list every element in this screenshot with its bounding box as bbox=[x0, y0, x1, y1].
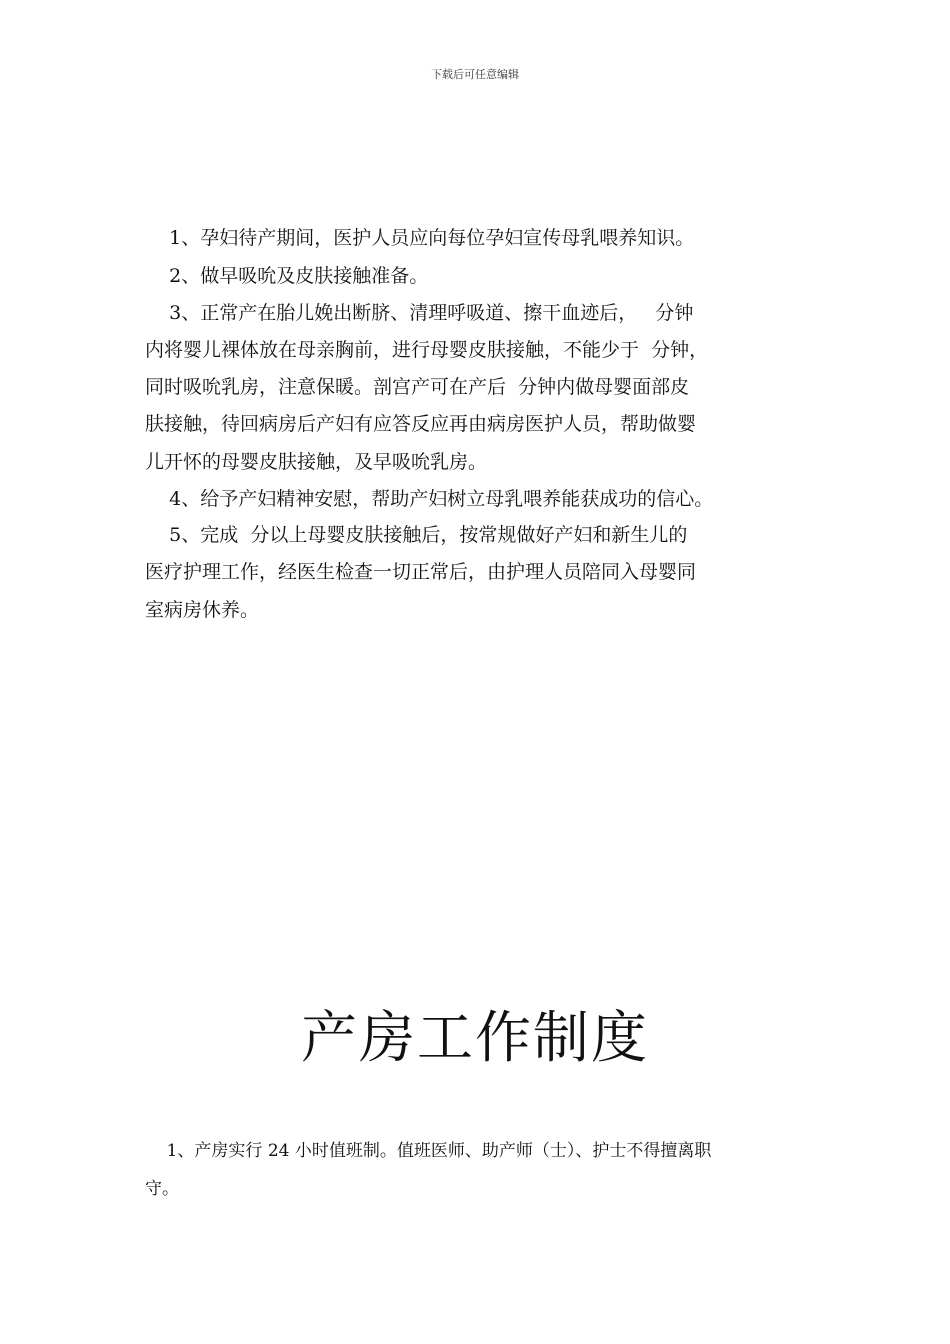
paragraph-line: 内将婴儿裸体放在母亲胸前，进行母婴皮肤接触，不能少于 分钟， bbox=[145, 339, 709, 361]
paragraph-line: 儿开怀的母婴皮肤接触，及早吸吮乳房。 bbox=[145, 451, 488, 473]
paragraph-line: 同时吸吮乳房，注意保暖。剖宫产可在产后 分钟内做母婴面部皮 bbox=[145, 376, 690, 398]
section-title: 产房工作制度 bbox=[301, 1006, 649, 1071]
paragraph-line: 肤接触，待回病房后产妇有应答反应再由病房医护人员，帮助做婴 bbox=[145, 413, 697, 435]
paragraph-line: 室病房休养。 bbox=[145, 599, 260, 621]
paragraph-line: 1、孕妇待产期间，医护人员应向每位孕妇宣传母乳喂养知识。 bbox=[145, 227, 695, 249]
page-header-note: 下载后可任意编辑 bbox=[431, 68, 519, 81]
paragraph-line: 1、产房实行 24 小时值班制。值班医师、助产师（士）、护士不得擅离职 bbox=[145, 1141, 712, 1161]
paragraph-line: 5、完成 分以上母婴皮肤接触后，按常规做好产妇和新生儿的 bbox=[145, 524, 688, 546]
paragraph-line: 守。 bbox=[145, 1179, 179, 1199]
paragraph-line: 2、做早吸吮及皮肤接触准备。 bbox=[145, 265, 429, 287]
paragraph-line: 3、正常产在胎儿娩出断脐、清理呼吸道、擦干血迹后， 分钟 bbox=[145, 302, 694, 324]
paragraph-line: 4、给予产妇精神安慰，帮助产妇树立母乳喂养能获成功的信心。 bbox=[145, 488, 714, 510]
paragraph-line: 医疗护理工作，经医生检查一切正常后，由护理人员陪同入母婴同 bbox=[145, 561, 697, 583]
